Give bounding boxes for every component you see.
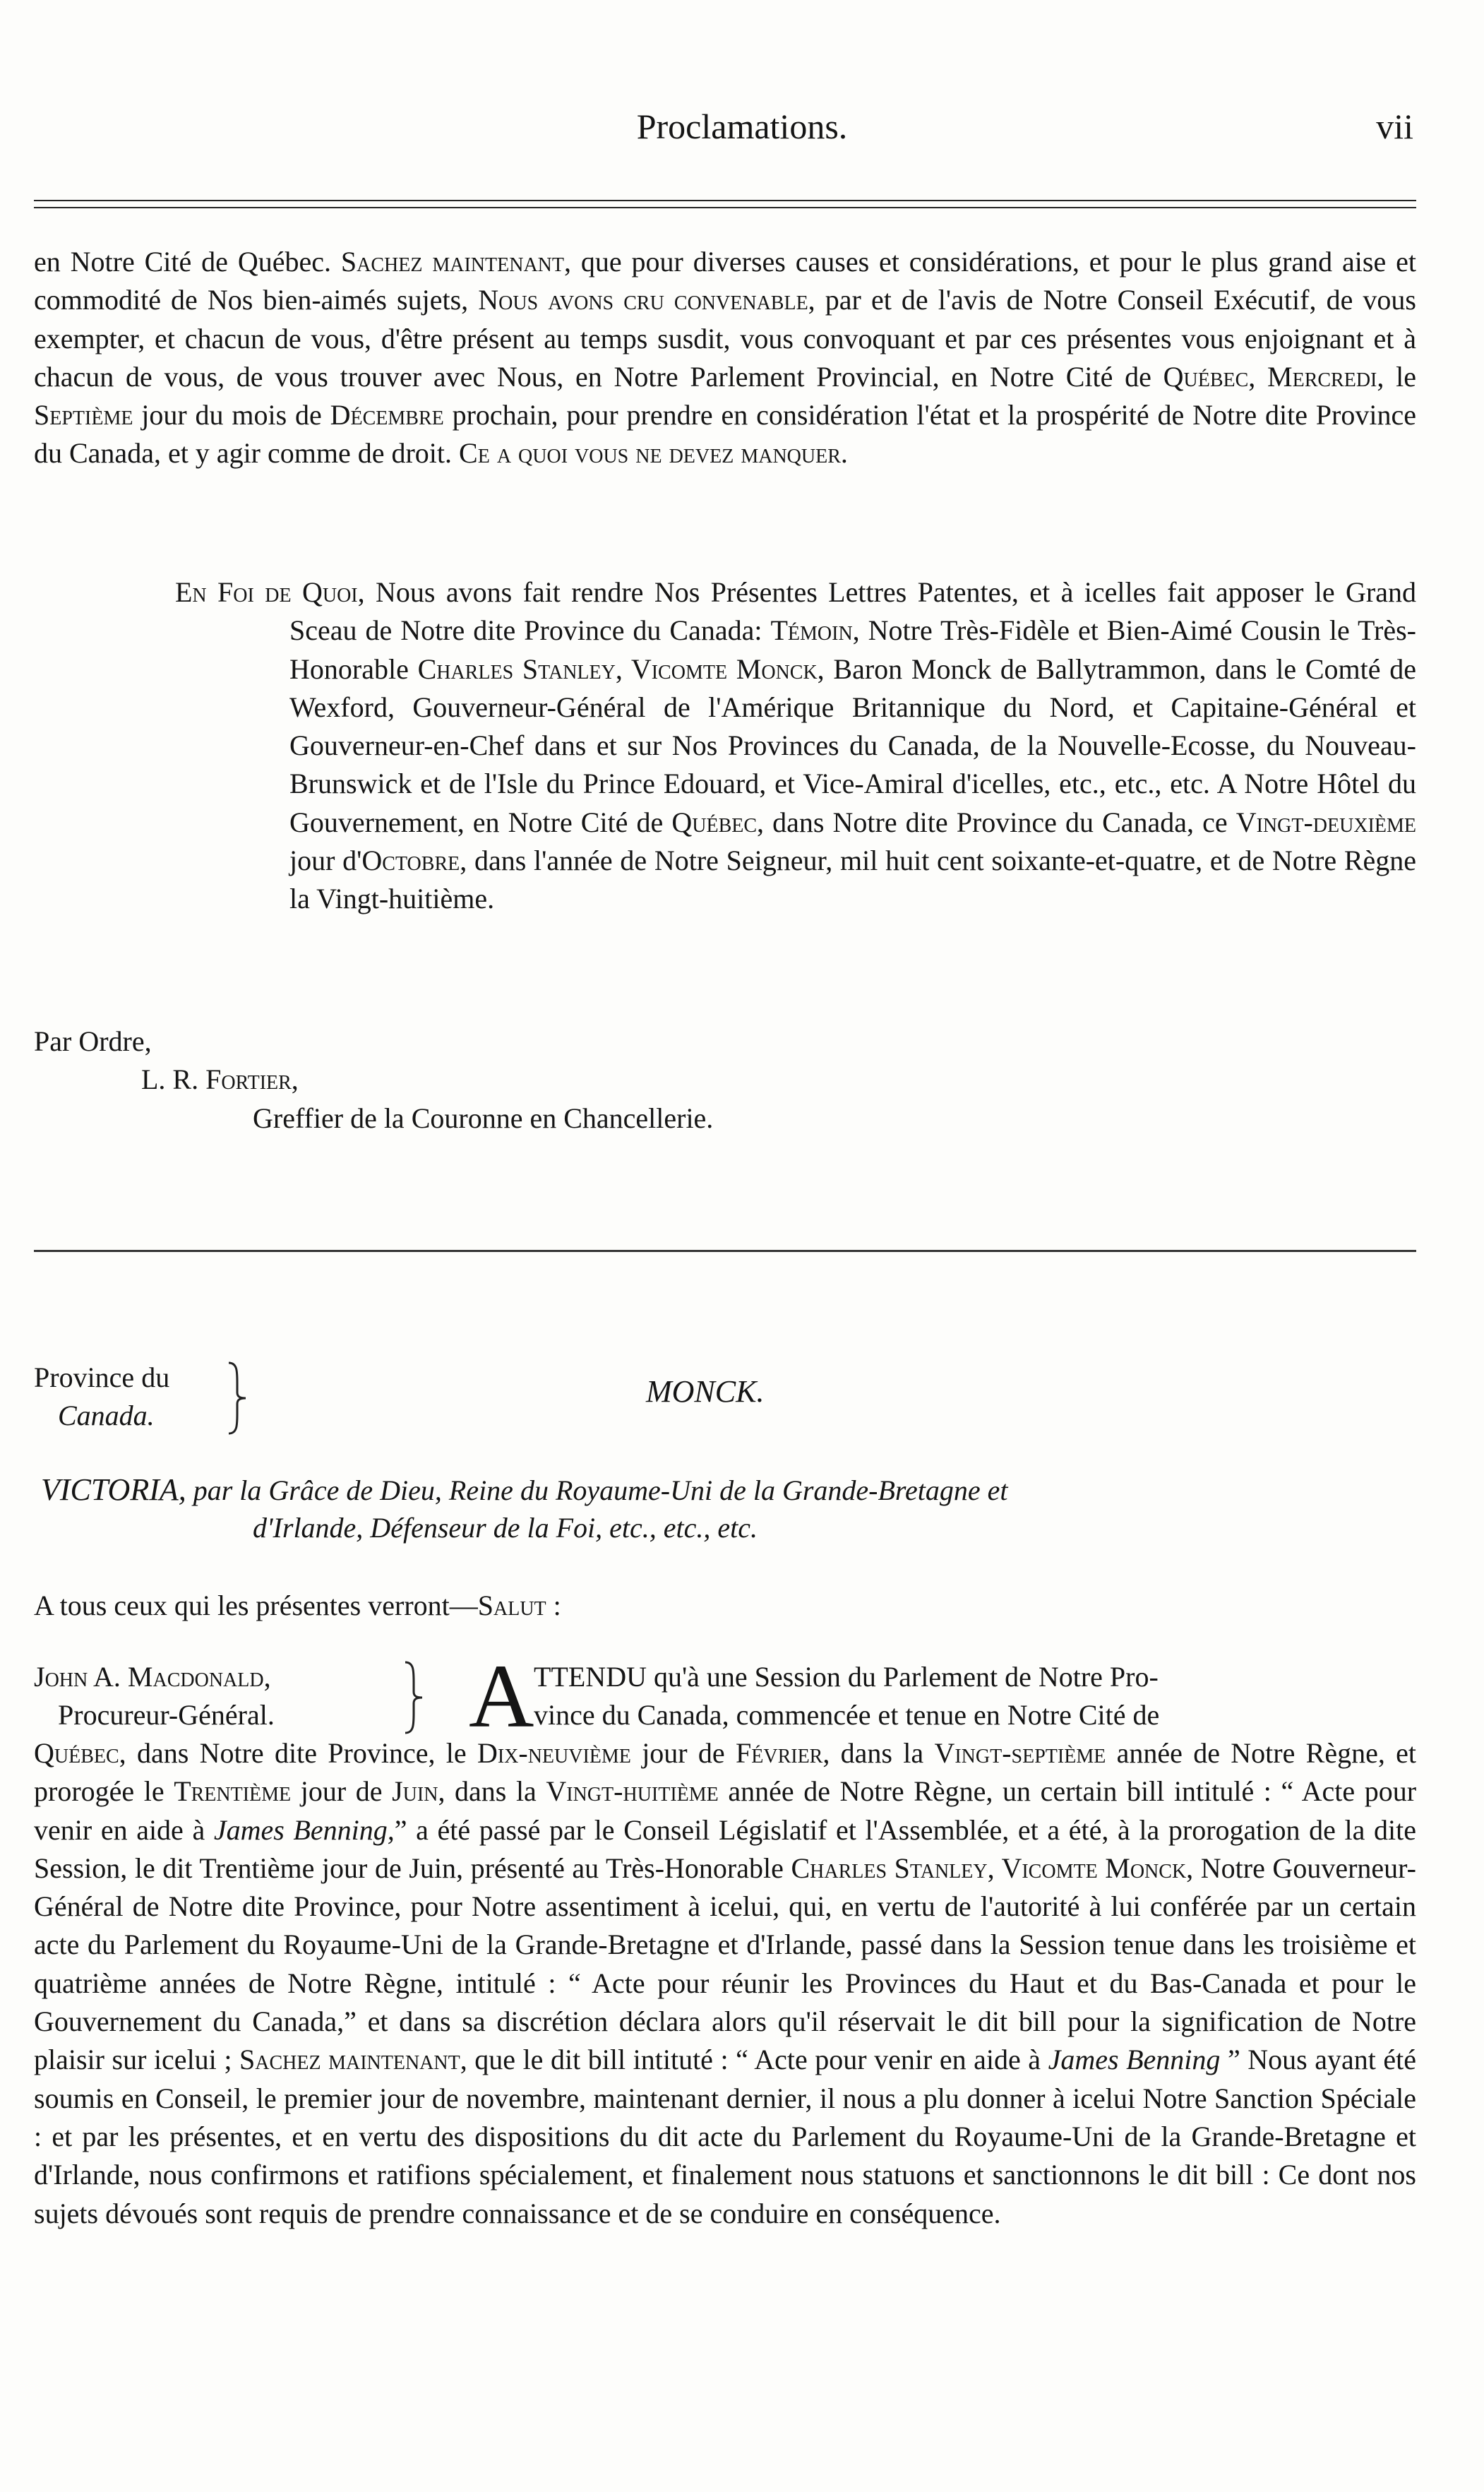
par-ordre: Par Ordre,	[34, 1025, 152, 1057]
province-brace-icon	[225, 1361, 253, 1435]
side-title: Procureur-Général.	[58, 1699, 275, 1731]
victoria-line2: d'Irlande, Défenseur de la Foi, etc., etc., etc.	[253, 1512, 758, 1544]
victoria-line1: VICTORIA, par la Grâce de Dieu, Reine du Royaume-Uni de la Grande-Bretagne et	[41, 1472, 1008, 1507]
header-rule-top	[34, 200, 1416, 201]
signer-name: L. R. Fortier,	[141, 1063, 299, 1095]
signer-title: Greffier de la Couronne en Chancellerie.	[253, 1102, 714, 1134]
governor-name: MONCK.	[646, 1374, 765, 1409]
drop-cap: A	[469, 1646, 534, 1746]
section-separator	[34, 1250, 1416, 1252]
salutation: A tous ceux qui les présentes verront—Salut :	[34, 1590, 561, 1621]
side-brace-icon	[401, 1661, 429, 1734]
running-header-title: Proclamations.	[636, 107, 848, 146]
page-number: vii	[1376, 107, 1413, 146]
body-second-line: vince du Canada, commencée et tenue en Notre Cité de	[534, 1699, 1160, 1731]
province-label-line2: Canada.	[58, 1400, 155, 1431]
proclamation-body: Québec, dans Notre dite Province, le Dix-neuvième jour de Février, dans la Vingt-septième année de Notre Règne, et prorogée le Trentième jour de Juin, dans la Vingt-huitième année de Notre Règne, un certain bill intitulé : “ Acte pour venir en aide à James Benning,” a été passé par le Conseil Législatif et l'Assemblée, et a été, à la prorogation de la dite Session, le dit Trentième jour de Juin, présenté au Très-Honorable Charles Stanley, Vicomte Monck, Notre Gouverneur-Général de Notre dite Province, pour Notre assentiment à icelui, qui, en vertu de l'autorité à lui conférée par un certain acte du Parlement du Royaume-Uni de la Grande-Bretagne et d'Irlande, passé dans la Session tenue dans les troisième et quatrième années de Notre Règne, intitulé : “ Acte pour réunir les Provinces du Haut et du Bas-Canada et pour le Gouvernement du Canada,” et dans sa discrétion déclara alors qu'il réservait le dit bill pour la signification de Notre plaisir sur icelui ; Sachez maintenant, que le dit bill intituté : “ Acte pour venir en aide à James Benning ” Nous ayant été soumis en Conseil, le premier jour de novembre, maintenant dernier, il nous a plu donner à icelui Notre Sanction Spéciale : et par les présentes, et en vertu des dispositions du dit acte du Parlement du Royaume-Uni de la Grande-Bretagne et d'Irlande, nous confirmons et ratifions spécialement, et finalement nous statuons et sanctionnons le dit bill : Ce dont nos sujets dévoués sont requis de prendre connaissance et de se conduire en conséquence.	[34, 1737, 1417, 2229]
witness-paragraph: En Foi de Quoi, Nous avons fait rendre Nos Présentes Lettres Patentes, et à icelles fait apposer le Grand Sceau de Notre dite Province du Canada: Témoin, Notre Très-Fidèle et Bien-Aimé Cousin le Très-Honorable Charles Stanley, Vicomte Monck, Baron Monck de Ballytrammon, dans le Comté de Wexford, Gouverneur-Général de l'Amérique Britannique du Nord, et Capitaine-Général et Gouverneur-en-Chef dans et sur Nos Provinces du Canada, de la Nouvelle-Ecosse, du Nouveau-Brunswick et de l'Isle du Prince Edouard, et Vice-Amiral d'icelles, etc., etc., etc. A Notre Hôtel du Gouvernement, en Notre Cité de Québec, dans Notre dite Province du Canada, ce Vingt-deuxième jour d'Octobre, dans l'année de Notre Seigneur, mil huit cent soixante-et-quatre, et de Notre Règne la Vingt-huitième.	[175, 576, 1417, 915]
province-label-line1: Province du	[34, 1361, 170, 1393]
proclamation-paragraph-1: en Notre Cité de Québec. Sachez maintenant, que pour diverses causes et considérations, et pour le plus grand aise et commodité de Nos bien-aimés sujets, Nous avons cru convenable, par et de l'avis de Notre Conseil Exécutif, de vous exempter, et chacun de vous, d'être présent au temps susdit, vous convoquant et par ces présentes vous enjoignant et à chacun de vous, de vous trouver avec Nous, en Notre Parlement Provincial, en Notre Cité de Québec, Mercredi, le Septième jour du mois de Décembre prochain, pour prendre en considération l'état et la prospérité de Notre dite Province du Canada, et y agir comme de droit. Ce a quoi vous ne devez manquer.	[34, 246, 1417, 470]
side-name: John A. Macdonald,	[34, 1661, 271, 1693]
body-first-line: TTENDU qu'à une Session du Parlement de Notre Pro-	[534, 1661, 1159, 1693]
header-rule-bottom	[34, 207, 1416, 208]
